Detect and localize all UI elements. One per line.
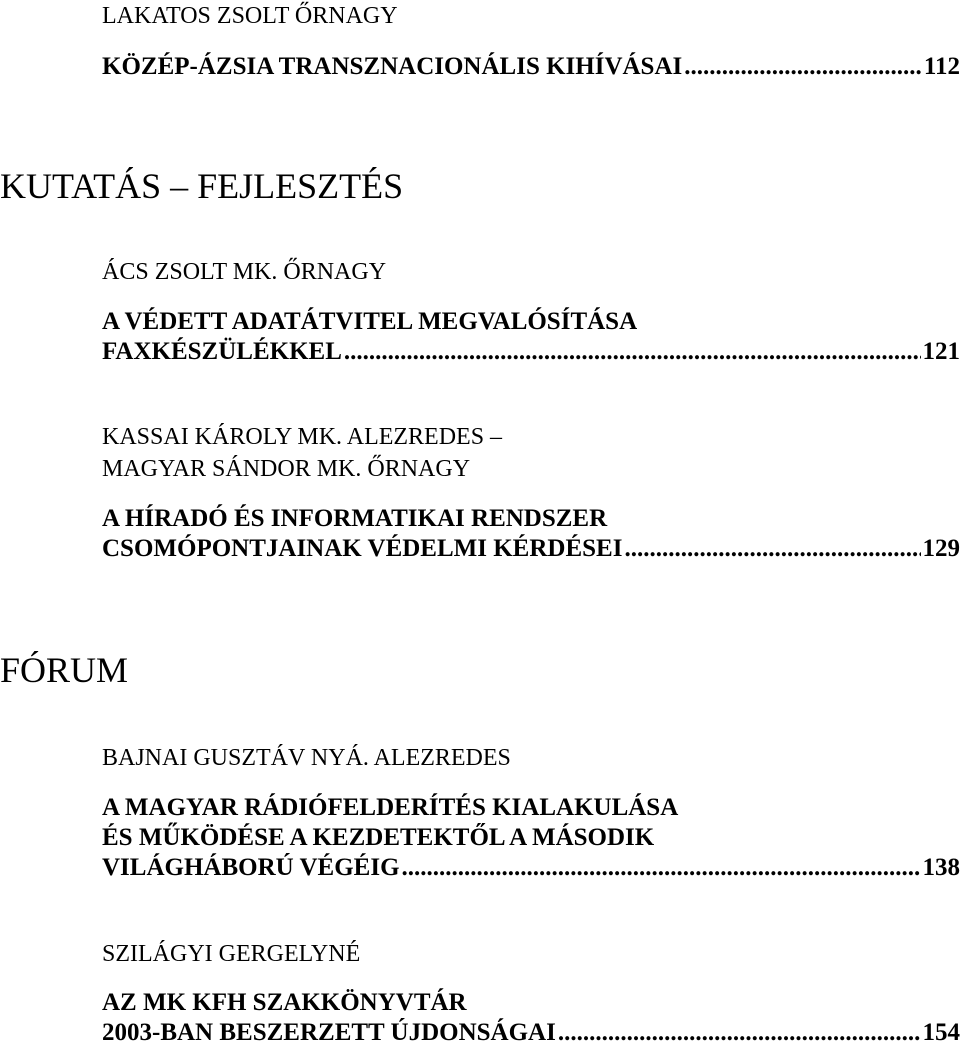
- entry-title: 2003-BAN BESZERZETT ÚJDONSÁGAI: [102, 1019, 556, 1046]
- entry-page-number: 112: [923, 53, 960, 80]
- toc-entry-last-line: [102, 853, 960, 883]
- entry-author: ÁCS ZSOLT MK. ŐRNAGY: [102, 259, 387, 285]
- dot-leader: [402, 853, 921, 883]
- entry-author: KASSAI KÁROLY MK. ALEZREDES –: [102, 424, 503, 450]
- entry-author: LAKATOS ZSOLT ŐRNAGY: [102, 3, 398, 29]
- dot-leader: [684, 52, 922, 82]
- entry-title-line: A HÍRADÓ ÉS INFORMATIKAI RENDSZER: [102, 505, 608, 532]
- entry-title-line: AZ MK KFH SZAKKÖNYVTÁR: [102, 989, 467, 1016]
- dot-leader: [558, 1018, 921, 1048]
- dot-leader: [344, 337, 921, 367]
- entry-title-line: A MAGYAR RÁDIÓFELDERÍTÉS KIALAKULÁSA: [102, 794, 679, 821]
- entry-title: VILÁGHÁBORÚ VÉGÉIG: [102, 854, 400, 881]
- toc-entry: [102, 504, 960, 564]
- dot-leader: [624, 534, 920, 564]
- entry-title-line: ÉS MŰKÖDÉSE A KEZDETEKTŐL A MÁSODIK: [102, 824, 655, 851]
- entry-author: MAGYAR SÁNDOR MK. ŐRNAGY: [102, 456, 471, 482]
- entry-page-number: 154: [922, 1019, 960, 1046]
- entry-title-line: A VÉDETT ADATÁTVITEL MEGVALÓSÍTÁSA: [102, 308, 638, 335]
- entry-page-number: 129: [922, 535, 960, 562]
- entry-page-number: 138: [922, 854, 960, 881]
- toc-entry-last-line: [102, 1018, 960, 1048]
- section-title-forum: FÓRUM: [0, 650, 129, 690]
- toc-entry-last-line: [102, 534, 960, 564]
- entry-title: KÖZÉP-ÁZSIA TRANSZNACIONÁLIS KIHÍVÁSAI: [102, 53, 683, 80]
- entry-title: FAXKÉSZÜLÉKKEL: [102, 338, 342, 365]
- section-title-kutatas: KUTATÁS – FEJLESZTÉS: [0, 166, 404, 206]
- toc-entry: [102, 988, 960, 1048]
- entry-page-number: 121: [922, 338, 960, 365]
- entry-title: CSOMÓPONTJAINAK VÉDELMI KÉRDÉSEI: [102, 535, 623, 562]
- toc-entry: [102, 307, 960, 367]
- entry-author: SZILÁGYI GERGELYNÉ: [102, 941, 361, 967]
- toc-entry: [102, 793, 960, 883]
- toc-entry-last-line: [102, 52, 960, 82]
- entry-author: BAJNAI GUSZTÁV NYÁ. ALEZREDES: [102, 745, 511, 771]
- toc-entry-last-line: [102, 337, 960, 367]
- toc-entry: [102, 52, 960, 82]
